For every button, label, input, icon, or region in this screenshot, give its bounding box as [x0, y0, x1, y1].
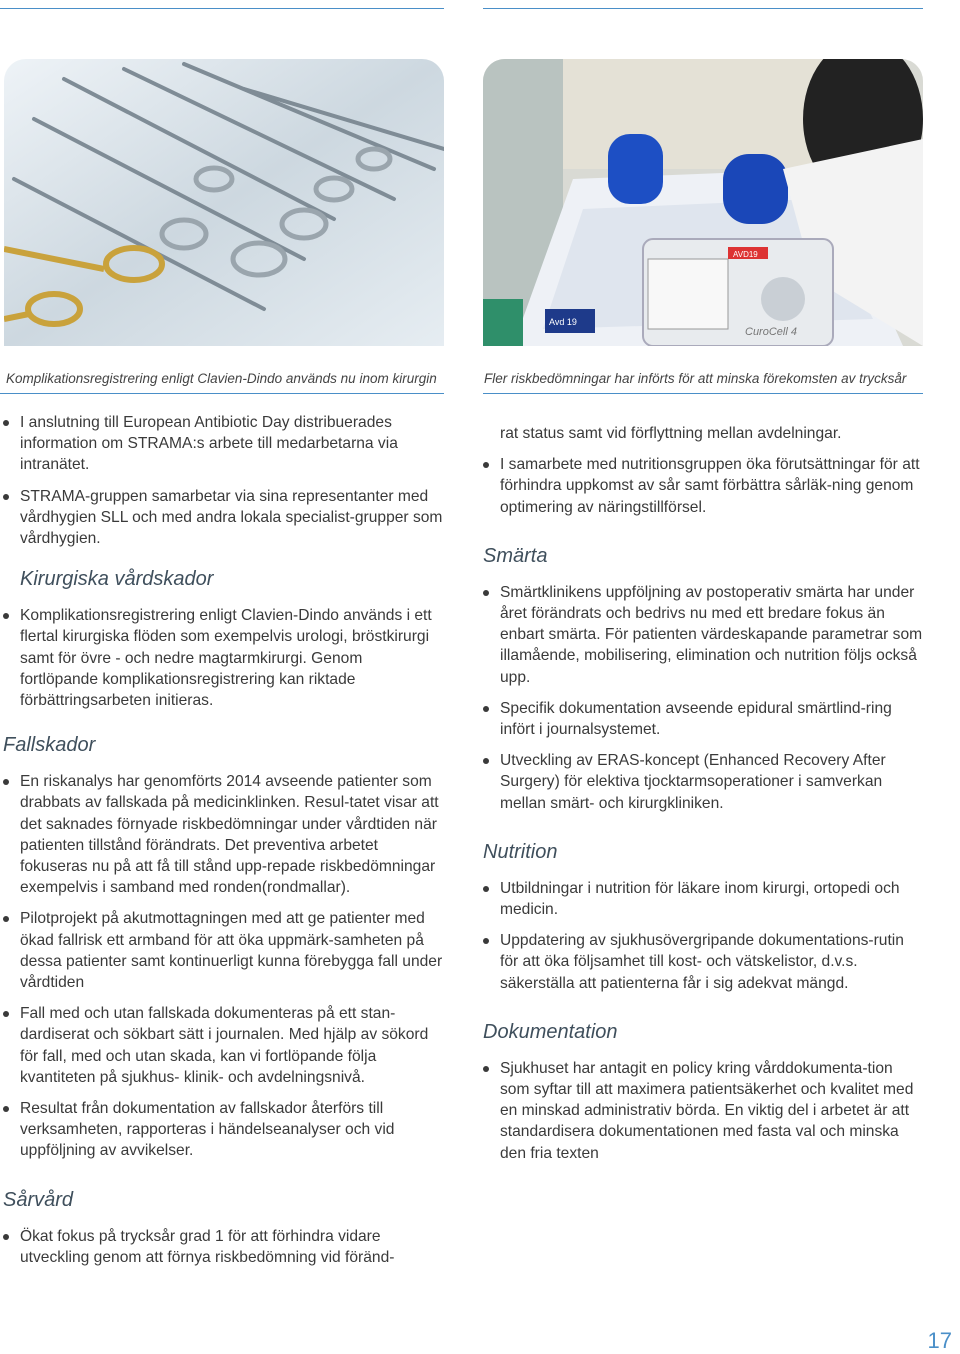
section-heading: Dokumentation — [483, 1020, 618, 1043]
intro-bullet-list — [3, 412, 443, 549]
list-item-continuation: rat status samt vid förflyttning mellan avdelningar. — [500, 425, 842, 442]
left-column — [3, 412, 443, 1278]
top-rule-right — [483, 8, 923, 9]
continuation-list — [483, 423, 923, 518]
list-item: Sjukhuset har antagit en policy kring vårddokumenta-tion som syftar till att maximera patientsäkerhet och kvalitet med en minskad administrativ börda. En viktig del i arbetet är att standardisera dokumentationen med fasta val och minska den fria texten — [483, 1058, 923, 1164]
dokumentation-bullet-list — [483, 1058, 923, 1164]
kirurgiska-bullet-list — [3, 605, 443, 711]
list-item: I anslutning till European Antibiotic Day distribuerades information om STRAMA:s arbete till medarbetarna via intranätet. — [3, 412, 443, 476]
right-column — [483, 423, 923, 1174]
list-item: Uppdatering av sjukhusövergripande dokumentations-rutin för att öka följsamhet till kost- och vätskelistor, d.v.s. säkerställa att patienterna får i sig adekvat mängd. — [483, 930, 923, 994]
list-item: En riskanalys har genomförts 2014 avseende patienter som drabbats av fallskada på medicinklinken. Resul-tatet visar att det saknades förnyade riskbedömningar under vårdtiden när patienten tillstånd förändrats. Det preventiva arbetet fokuseras nu på att få till stånd upp-repade riskbedömningar exempelvis i samband med ronden(rondmallar). — [3, 771, 443, 898]
avd-room-sign: Avd 19 — [549, 317, 577, 327]
list-item: Pilotprojekt på akutmottagningen med att ge patienter med ökad fallrisk ett armband för att öka uppmärk-samheten på dessa patienter samt kontinuerligt kunna förebygga fall under vårdtiden — [3, 908, 443, 993]
list-item: STRAMA-gruppen samarbetar via sina representanter med vårdhygien SLL och med andra lokala specialist-grupper som vårdhygien. — [3, 486, 443, 550]
nutrition-bullet-list — [483, 878, 923, 994]
hospital-bed-photo — [483, 59, 923, 346]
section-heading: Fallskador — [3, 734, 96, 757]
list-item: Komplikationsregistrering enligt Clavien-Dindo används i ett flertal kirurgiska flöden som exempelvis urologi, bröstkirurgi samt för övre - och nedre magtarmkirurgi. Genom fortlöpande komplikationsregistrering kan riktade förbättringsarbeten initieras. — [3, 605, 443, 711]
section-heading: Nutrition — [483, 840, 558, 863]
surgical-instruments-photo — [4, 59, 444, 346]
list-item: Resultat från dokumentation av fallskador återförs till verksamheten, rapporteras i händelseanalyser och vid uppföljning av avvikelser. — [3, 1098, 443, 1162]
list-item: Specifik dokumentation avseende epidural smärtlind-ring infört i journalsystemet. — [483, 698, 923, 740]
list-item: I samarbete med nutritionsgruppen öka förutsättningar för att förhindra uppkomst av sår samt förbättra sårläk-ning genom optimering av näringstillförsel. — [483, 454, 923, 518]
avd-sign: AVD19 — [733, 250, 758, 259]
list-item: Fall med och utan fallskada dokumenteras på ett stan-dardiserat och sökbart sätt i journalen. Med hjälp av sökord för fall, med och utan skada, kan vi fortlöpande följa kvantiteten på sjukhus- klinik- och avdelningsnivå. — [3, 1003, 443, 1088]
sarvard-bullet-list — [3, 1226, 443, 1268]
list-item: Utveckling av ERAS-koncept (Enhanced Recovery After Surgery) för elektiva tjocktarmsoperationer i samverkan mellan smärt- och kirurgkliniken. — [483, 750, 923, 814]
list-item: Utbildningar i nutrition för läkare inom kirurgi, ortopedi och medicin. — [483, 878, 923, 920]
fallskador-bullet-list — [3, 771, 443, 1161]
section-heading: Sårvård — [3, 1188, 74, 1211]
section-kirurgiska — [3, 567, 443, 711]
list-item: Ökat fokus på trycksår grad 1 för att förhindra vidare utveckling genom att förnya riskbedömning vid föränd- — [3, 1226, 443, 1268]
right-photo-caption: Fler riskbedömningar har införts för att minska förekomsten av trycksår — [484, 371, 907, 386]
left-photo-caption: Komplikationsregistrering enligt Clavien-Dindo används nu inom kirurgin — [6, 371, 437, 386]
top-rule-left — [0, 8, 444, 9]
page-number: 17 — [927, 1328, 952, 1353]
caption-rule-right — [483, 393, 923, 394]
caption-rule-left — [0, 393, 444, 394]
section-heading: Smärta — [483, 544, 548, 567]
smarta-bullet-list — [483, 582, 923, 814]
device-label: CuroCell 4 — [745, 326, 797, 338]
section-heading: Kirurgiska vårdskador — [20, 568, 214, 591]
list-item: Smärtklinikens uppföljning av postoperativ smärta har under året förändrats och bedrivs nu med ett bredare fokus än enbart smärta. För patienten värdeskapande parametrar som illamående, mobilisering, elimination och nutrition följs också upp. — [483, 582, 923, 688]
